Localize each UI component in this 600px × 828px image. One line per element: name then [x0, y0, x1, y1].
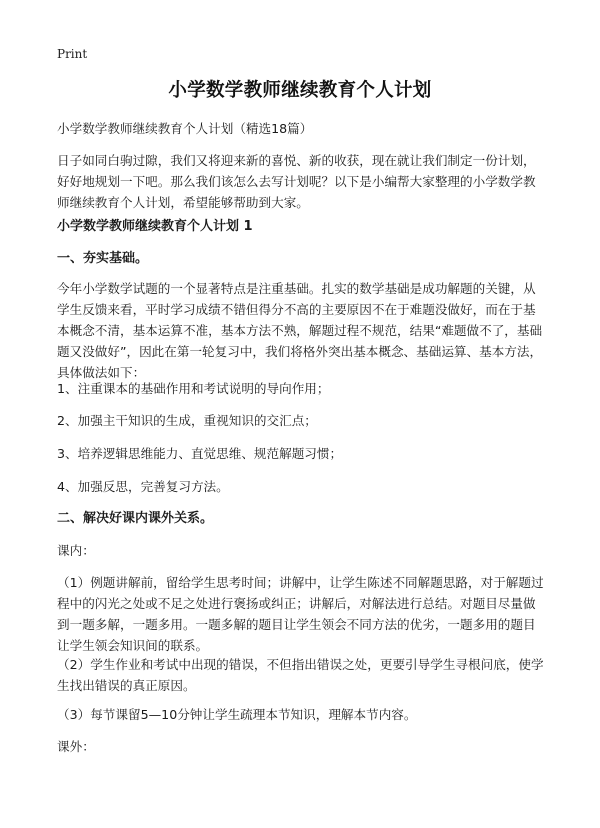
- list-item: 2、加强主干知识的生成，重视知识的交汇点；: [57, 413, 317, 428]
- document-title: 小学数学教师继续教育个人计划: [168, 80, 432, 101]
- print-link[interactable]: Print: [57, 47, 88, 61]
- document-subtitle: 小学数学教师继续教育个人计划（精选18篇）: [57, 121, 313, 136]
- part2-heading: 二、解决好课内课外关系。: [57, 511, 214, 526]
- inside-item: （3）每节课留5—10分钟让学生疏理本节知识，理解本节内容。: [57, 707, 417, 722]
- outside-label: 课外：: [57, 739, 95, 754]
- part1-heading: 一、夯实基础。: [57, 251, 149, 266]
- list-item: 3、培养逻辑思维能力、直觉思维、规范解题习惯；: [57, 446, 343, 461]
- inside-item: （1）例题讲解前，留给学生思考时间；讲解中，让学生陈述不同解题思路，对于解题过程中的闪光之处或不足之处进行褒扬或纠正；讲解后，对解法进行总结。对题目尽量做到一题多解，一题多用。一题多解的题目让学生领会不同方法的优劣，一题多用的题目让学生领会知识间的联系。: [57, 575, 544, 653]
- list-item: 4、加强反思，完善复习方法。: [57, 479, 229, 494]
- inside-item: （2）学生作业和考试中出现的错误，不但指出错误之处，更要引导学生寻根问底，使学生找出错误的真正原因。: [57, 657, 544, 693]
- part1-body: 今年小学数学试题的一个显著特点是注重基础。扎实的数学基础是成功解题的关键，从学生反馈来看，平时学习成绩不错但得分不高的主要原因不在于难题没做好，而在于基本概念不清，基本运算不准，基本方法不熟，解题过程不规范，结果“难题做不了，基础题又没做好”，因此在第一轮复习中，我们将格外突出基本概念、基础运算、基本方法，具体做法如下：: [57, 281, 543, 380]
- list-item: 1、注重课本的基础作用和考试说明的导向作用；: [57, 381, 330, 396]
- inside-label: 课内：: [57, 543, 95, 558]
- section-title: 小学数学教师继续教育个人计划 1: [57, 219, 253, 234]
- intro-paragraph: 日子如同白驹过隙，我们又将迎来新的喜悦、新的收获，现在就让我们制定一份计划，好好地规划一下吧。那么我们该怎么去写计划呢？以下是小编帮大家整理的小学数学教师继续教育个人计划，希望能够帮助到大家。: [57, 153, 536, 210]
